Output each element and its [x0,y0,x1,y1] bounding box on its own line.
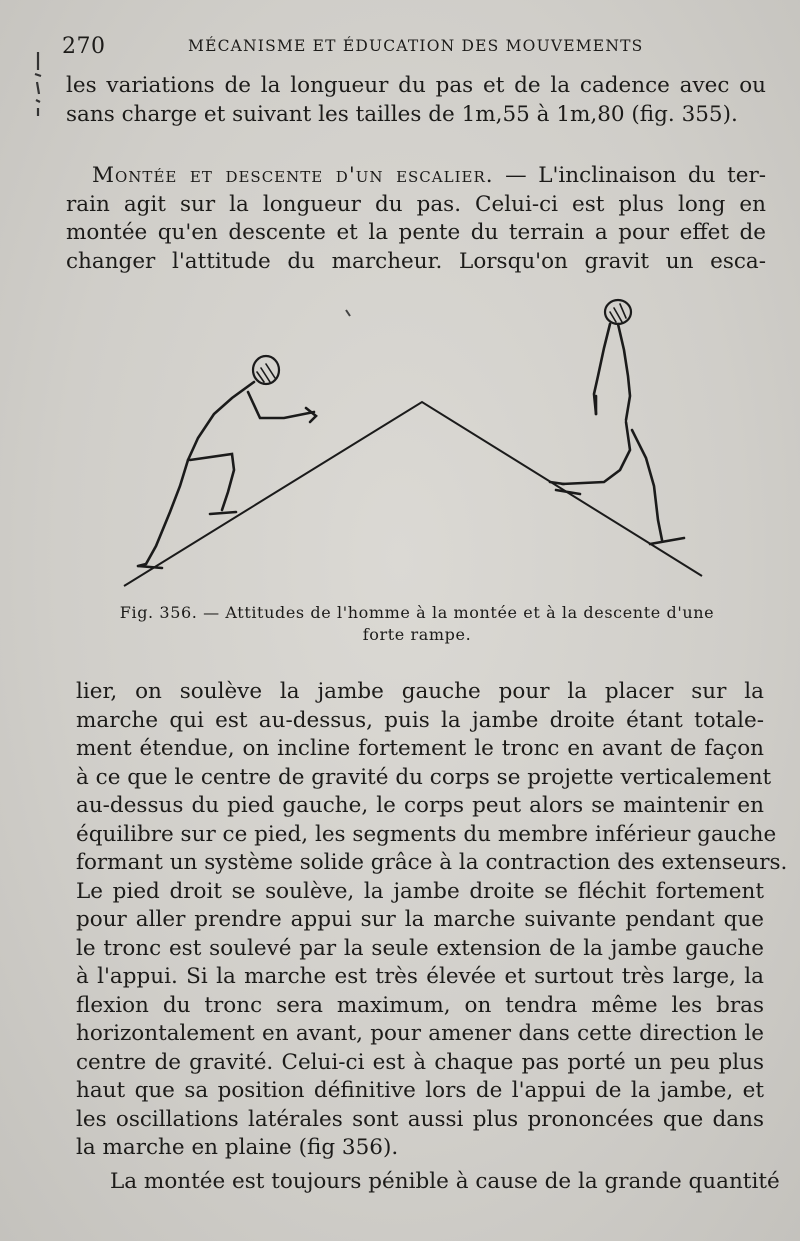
text-line: les oscillations latérales sont aussi plus prononcées que dans [76,1106,764,1132]
text-line: flexion du tronc sera maximum, on tendra même les bras [76,992,764,1018]
descending-man-figure [550,300,684,544]
closing-paragraph [76,1168,780,1197]
text-line: Le pied droit se soulève, la jambe droite se fléchit fortement [76,878,764,904]
text-line: au-dessus du pied gauche, le corps peut alors se maintenir en [76,793,764,818]
text-line: centre de gravité. Celui-ci est à chaque pas porté un peu plus [76,1049,764,1075]
page-number: 270 [62,34,106,59]
text-line: ment étendue, on incline fortement le tronc en avant de façon [76,736,764,761]
text-line: les variations de la longueur du pas et de la cadence avec ou [66,73,766,98]
text-line: à l'appui. Si la marche est très élevée et surtout très large, la [76,964,764,989]
text-line: équilibre sur ce pied, les segments du membre inférieur gauche [76,821,777,847]
paragraph-top [66,72,766,129]
page-header [62,34,762,64]
text-line: à ce que le centre de gravité du corps se projette verticalement [76,764,772,790]
text-line: la marche en plaine (fig 356). [76,1135,399,1160]
text-line: horizontalement en avant, pour amener dans cette direction le [76,1021,764,1046]
ascending-man-figure [138,356,316,568]
section-paragraph [66,162,766,276]
caption-line: forte rampe. [362,625,472,644]
running-title: MÉCANISME ET ÉDUCATION DES MOUVEMENTS [188,37,644,55]
text-line: changer l'attitude du marcheur. Lorsqu'on gravit un esca- [66,248,766,274]
text-line: formant un système solide grâce à la contraction des extenseurs. [76,850,788,875]
text-line: haut que sa position définitive lors de l'appui de la jambe, et [76,1078,764,1103]
text-line: sans charge et suivant les tailles de 1m,55 à 1m,80 (fig. 355). [66,101,738,127]
caption-line: Fig. 356. — Attitudes de l'homme à la montée et à la descente d'une [119,603,715,622]
text-line: rain agit sur la longueur du pas. Celui-ci est plus long en [66,191,766,217]
ramp-outline [124,402,702,586]
text-line: pour aller prendre appui sur la marche suivante pendant que [76,907,764,932]
main-paragraph [76,678,788,1163]
margin-ink-mark [32,50,44,120]
section-heading-continuation: — L'inclinaison du ter- [493,163,766,188]
text-line: montée qu'en descente et la pente du terrain a pour effet de [66,220,766,245]
speck-mark [346,310,350,316]
section-heading: Montée et descente d'un escalier. [92,163,494,188]
figure-caption [72,602,762,646]
text-line: marche qui est au-dessus, puis la jambe droite étant totale- [76,707,764,733]
text-line: lier, on soulève la jambe gauche pour la placer sur la [76,679,764,704]
text-line: La montée est toujours pénible à cause de la grande quantité [110,1169,780,1194]
text-line: le tronc est soulevé par la seule extension de la jambe gauche [76,935,764,961]
figure-ascent-descent-drawing [110,290,720,600]
text-line [66,162,766,191]
